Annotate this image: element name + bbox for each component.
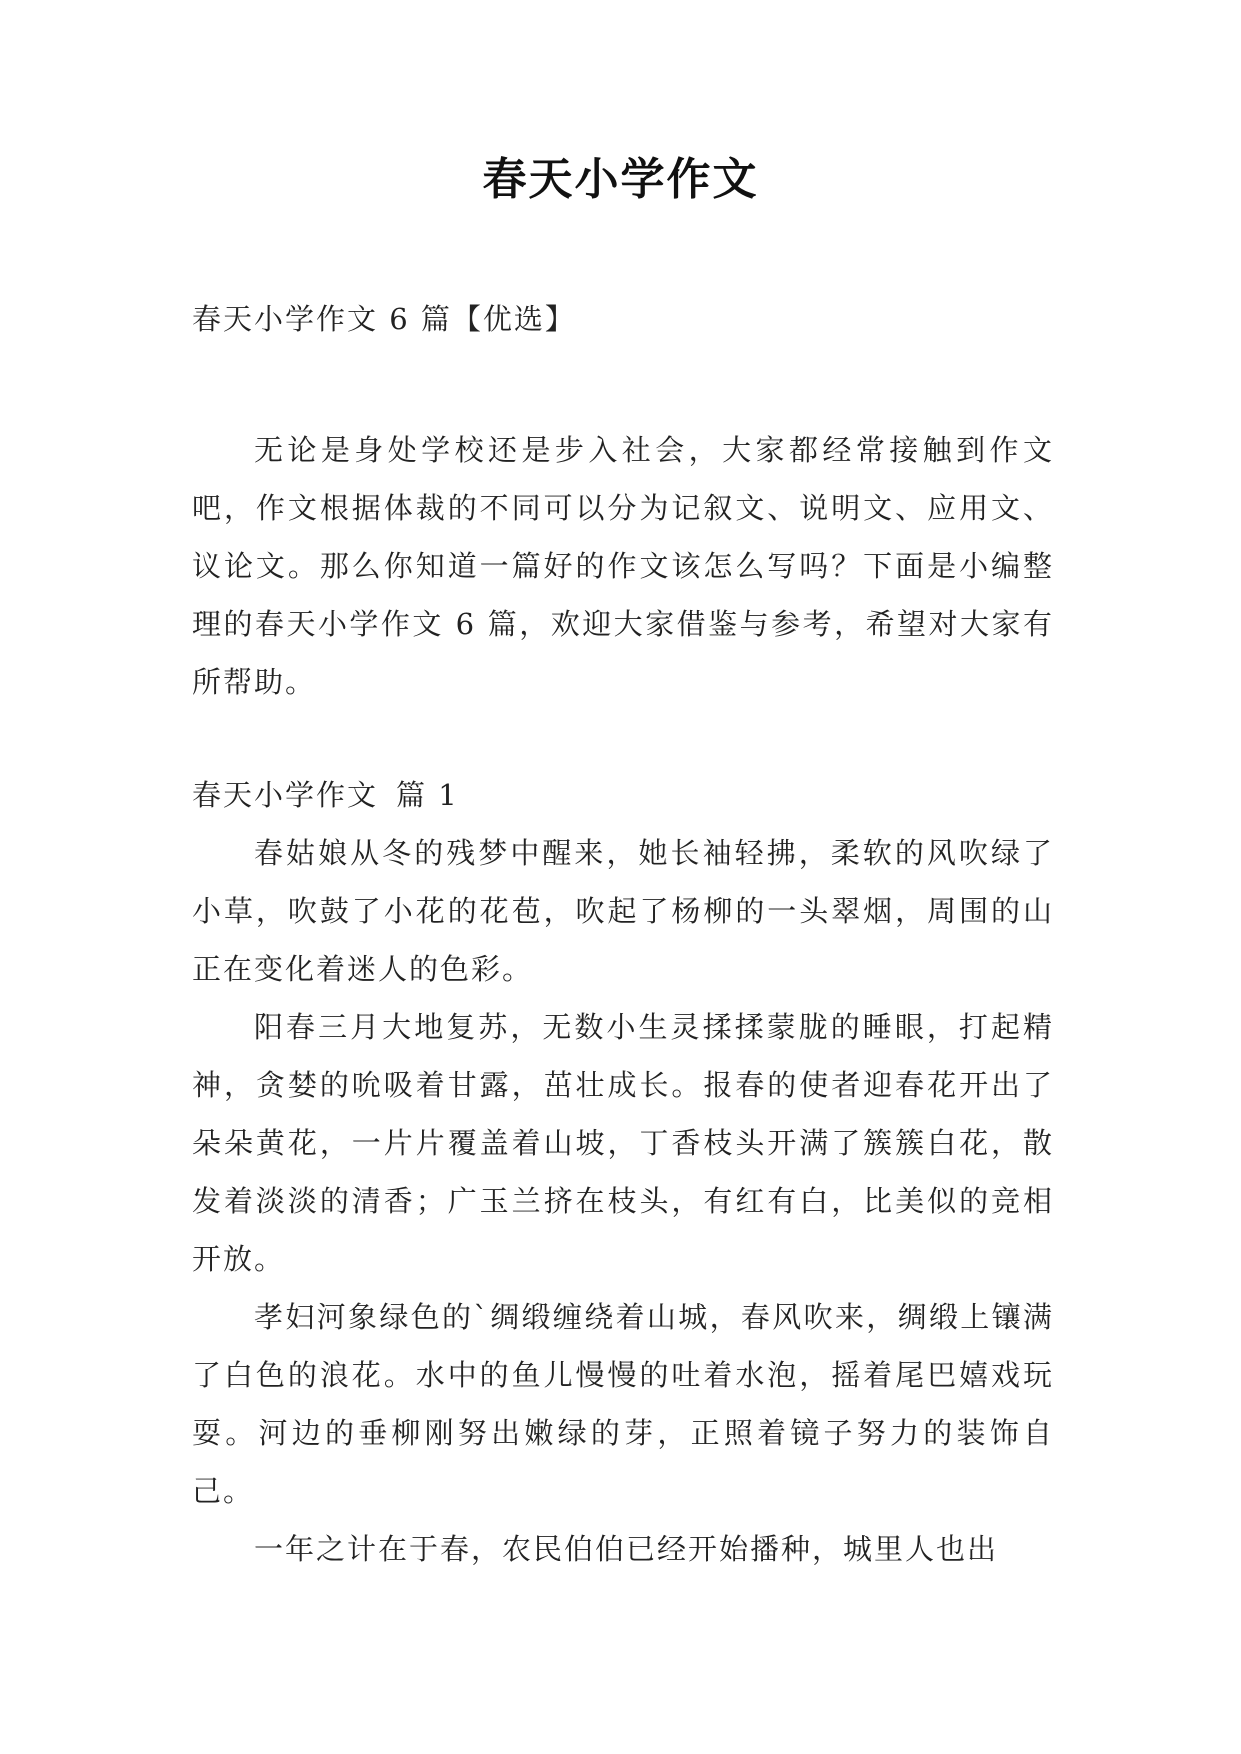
document-subtitle: 春天小学作文 6 篇【优选】 [192, 302, 576, 336]
body-paragraph-1: 春姑娘从冬的残梦中醒来，她长袖轻拂，柔软的风吹绿了小草，吹鼓了小花的花苞，吹起了杨柳的一头翠烟，周围的山正在变化着迷人的色彩。 [192, 836, 1054, 986]
section-heading [192, 766, 1054, 824]
document-body [192, 290, 1054, 1578]
body-paragraph-4: 一年之计在于春，农民伯伯已经开始播种，城里人也出 [254, 1532, 999, 1566]
body-paragraph-2: 阳春三月大地复苏，无数小生灵揉揉蒙胧的睡眼，打起精神，贪婪的吮吸着甘露，茁壮成长。报春的使者迎春花开出了朵朵黄花，一片片覆盖着山坡，丁香枝头开满了簇簇白花，散发着淡淡的清香；广玉兰挤在枝头，有红有白，比美似的竞相开放。 [192, 1010, 1054, 1276]
section-heading-name: 春天小学作文 [192, 778, 379, 812]
section-heading-number: 篇 1 [396, 778, 459, 812]
body-paragraph-3: 孝妇河象绿色的`绸缎缠绕着山城，春风吹来，绸缎上镶满了白色的浪花。水中的鱼儿慢慢的吐着水泡，摇着尾巴嬉戏玩耍。河边的垂柳刚努出嫩绿的芽，正照着镜子努力的装饰自己。 [192, 1300, 1054, 1508]
intro-paragraph: 无论是身处学校还是步入社会，大家都经常接触到作文吧，作文根据体裁的不同可以分为记叙文、说明文、应用文、议论文。那么你知道一篇好的作文该怎么写吗？下面是小编整理的春天小学作文 6 篇，欢迎大家借鉴与参考，希望对大家有所帮助。 [192, 433, 1054, 699]
page-title: 春天小学作文 [482, 154, 759, 205]
